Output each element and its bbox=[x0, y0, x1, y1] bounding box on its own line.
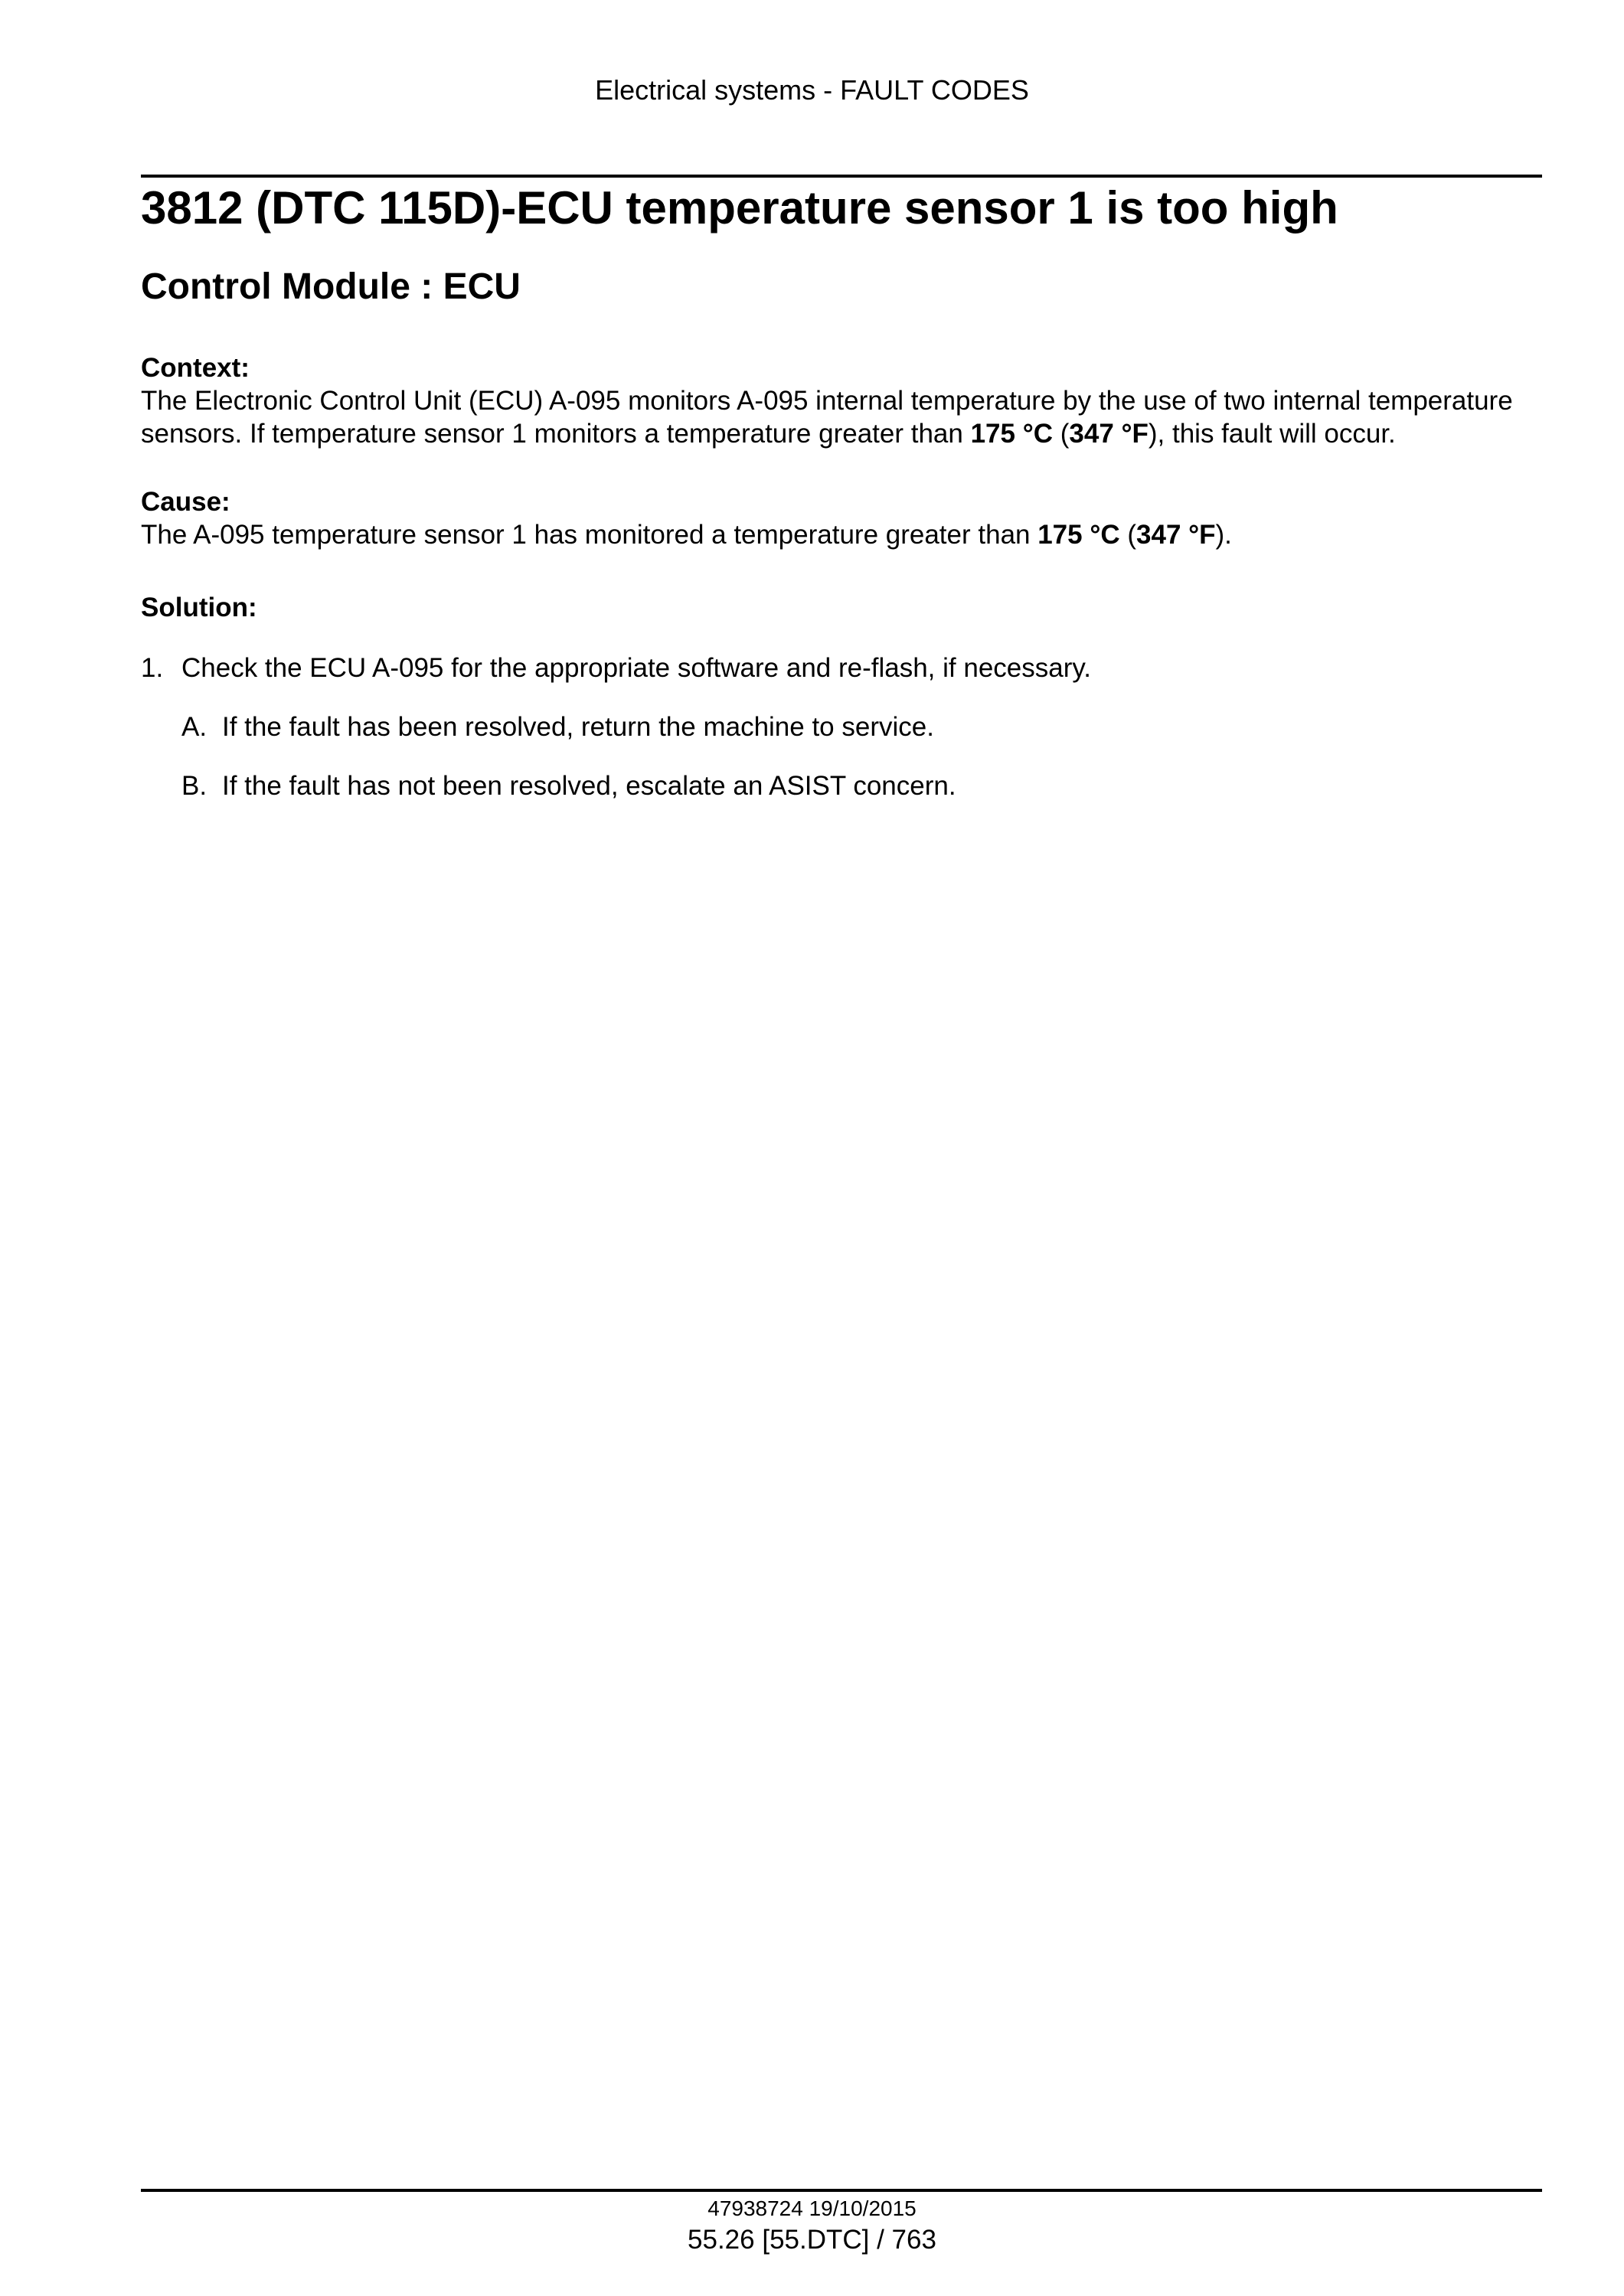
context-text-part3: ), this fault will occur. bbox=[1148, 419, 1396, 449]
context-text-part2: ( bbox=[1053, 419, 1070, 449]
substep-text: If the fault has been resolved, return the machine to service. bbox=[222, 712, 934, 742]
cause-text-part2: ( bbox=[1119, 520, 1137, 550]
context-temp-celsius: 175 °C bbox=[970, 419, 1053, 449]
step-text: Check the ECU A-095 for the appropriate software and re-flash, if necessary. bbox=[181, 653, 1092, 683]
footer-doc-code: 47938724 19/10/2015 bbox=[707, 2196, 917, 2220]
substep-text: If the fault has not been resolved, escalate an ASIST concern. bbox=[222, 771, 956, 801]
footer-page-ref: 55.26 [55.DTC] / 763 bbox=[688, 2225, 936, 2255]
cause-text bbox=[141, 518, 1542, 551]
cause-text-part1: The A-095 temperature sensor 1 has monitored a temperature greater than bbox=[141, 520, 1038, 550]
cause-heading: Cause: bbox=[141, 487, 230, 517]
header-divider bbox=[141, 175, 1542, 178]
page-header: Electrical systems - FAULT CODES bbox=[595, 74, 1029, 106]
context-section bbox=[141, 351, 1542, 450]
context-text bbox=[141, 384, 1542, 450]
cause-temp-celsius: 175 °C bbox=[1037, 520, 1120, 550]
fault-title: 3812 (DTC 115D)-ECU temperature sensor 1 is too high bbox=[141, 182, 1338, 234]
context-temp-fahrenheit: 347 °F bbox=[1069, 419, 1149, 449]
cause-section bbox=[141, 485, 1542, 551]
context-heading: Context: bbox=[141, 353, 250, 383]
footer-divider bbox=[141, 2189, 1542, 2192]
substep-letter: A. bbox=[181, 712, 207, 742]
control-module-value: ECU bbox=[443, 266, 521, 307]
cause-text-part3: ). bbox=[1215, 520, 1232, 550]
control-module-heading bbox=[141, 263, 1542, 311]
cause-temp-fahrenheit: 347 °F bbox=[1136, 520, 1216, 550]
substep-letter: B. bbox=[181, 771, 207, 801]
control-module-label: Control Module : bbox=[141, 266, 433, 307]
solution-section bbox=[141, 591, 1542, 624]
step-number: 1. bbox=[141, 653, 164, 683]
solution-heading: Solution: bbox=[141, 593, 257, 622]
context-text-part1: The Electronic Control Unit (ECU) A-095 monitors A-095 internal temperature by the use of two internal temperature sensors. If temperature sensor 1 monitors a temperature greater than bbox=[141, 386, 1513, 449]
